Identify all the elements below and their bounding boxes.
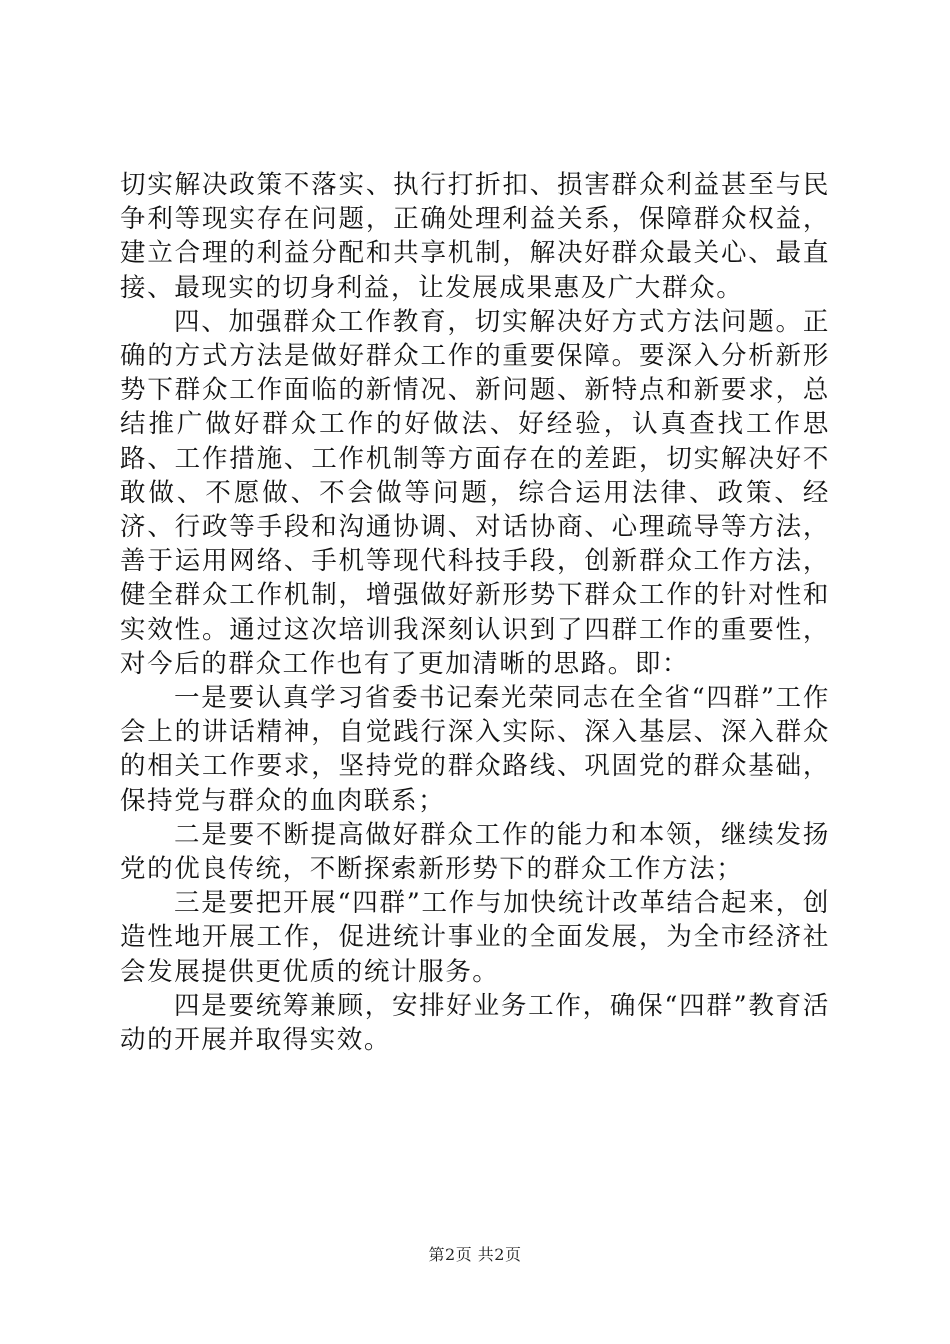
paragraph-4: 二是要不断提高做好群众工作的能力和本领，继续发扬党的优良传统，不断探索新形势下的群众工作方法； (120, 819, 830, 885)
page-footer (0, 1245, 950, 1265)
document-body (120, 168, 830, 1057)
paragraph-2: 四、加强群众工作教育，切实解决好方式方法问题。正确的方式方法是做好群众工作的重要保障。要深入分析新形势下群众工作面临的新情况、新问题、新特点和新要求，总结推广做好群众工作的好做法、好经验，认真查找工作思路、工作措施、工作机制等方面存在的差距，切实解决好不敢做、不愿做、不会做等问题，综合运用法律、政策、经济、行政等手段和沟通协调、对话协商、心理疏导等方法，善于运用网络、手机等现代科技手段，创新群众工作方法，健全群众工作机制，增强做好新形势下群众工作的针对性和实效性。通过这次培训我深刻认识到了四群工作的重要性，对今后的群众工作也有了更加清晰的思路。即： (120, 306, 830, 679)
paragraph-6: 四是要统筹兼顾，安排好业务工作，确保“四群”教育活动的开展并取得实效。 (120, 990, 830, 1056)
paragraph-3: 一是要认真学习省委书记秦光荣同志在全省“四群”工作会上的讲话精神，自觉践行深入实际、深入基层、深入群众的相关工作要求，坚持党的群众路线、巩固党的群众基础，保持党与群众的血肉联系； (120, 683, 830, 816)
paragraph-1: 切实解决政策不落实、执行打折扣、损害群众利益甚至与民争利等现实存在问题，正确处理利益关系，保障群众权益，建立合理的利益分配和共享机制，解决好群众最关心、最直接、最现实的切身利益，让发展成果惠及广大群众。 (120, 170, 830, 303)
paragraph-5: 三是要把开展“四群”工作与加快统计改革结合起来，创造性地开展工作，促进统计事业的全面发展，为全市经济社会发展提供更优质的统计服务。 (120, 888, 830, 987)
page-number: 第2页 共2页 (428, 1245, 522, 1264)
